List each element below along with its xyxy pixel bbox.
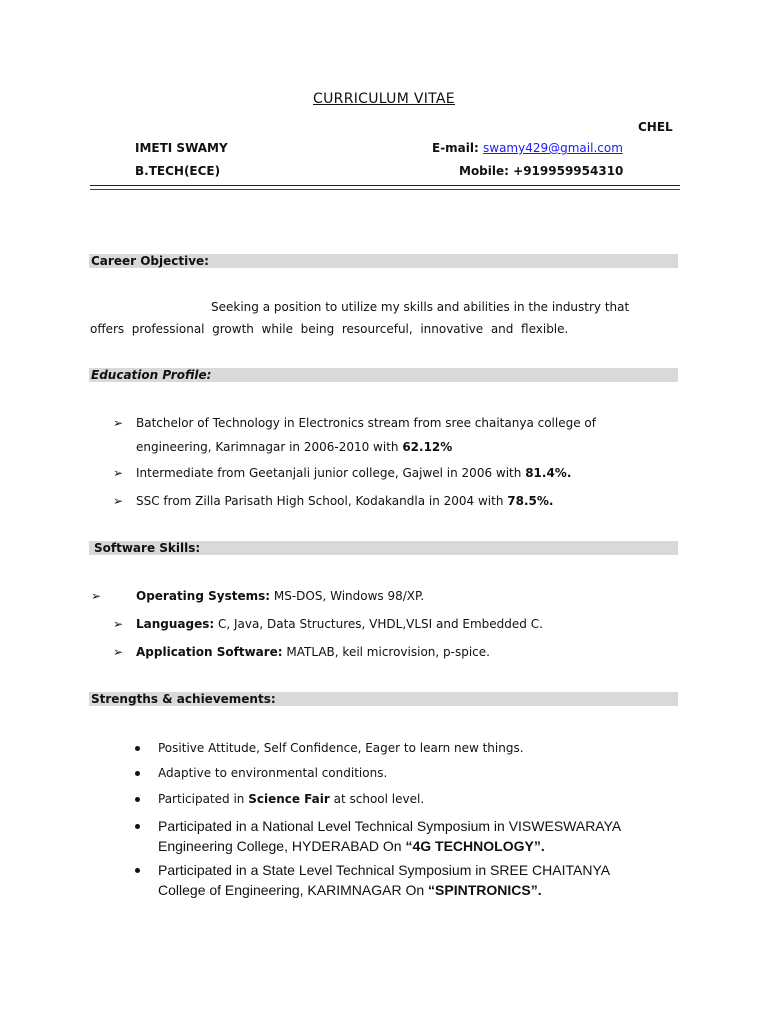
arrow-bullet-icon: ➢ <box>113 466 124 480</box>
section-heading: Software Skills: <box>94 541 201 555</box>
arrow-bullet-icon: ➢ <box>113 645 124 659</box>
education-score: 81.4%. <box>525 466 572 480</box>
mobile-row <box>459 164 623 178</box>
strength-item-line2: College of Engineering, KARIMNAGAR On “SPINTRONICS”. <box>158 882 542 898</box>
email-row <box>432 141 623 155</box>
strength-item-line2: Engineering College, HYDERABAD On “4G TECHNOLOGY”. <box>158 838 545 854</box>
arrow-bullet-icon: ➢ <box>113 416 124 430</box>
header-rule-secondary <box>90 189 680 190</box>
section-heading: Education Profile: <box>91 368 212 382</box>
bullet-icon <box>135 771 140 776</box>
arrow-bullet-icon: ➢ <box>91 589 102 603</box>
bullet-icon <box>135 824 140 829</box>
email-link[interactable]: swamy429@gmail.com <box>483 141 623 155</box>
section-career-objective <box>89 254 678 268</box>
strength-item: Participated in Science Fair at school level. <box>158 792 425 806</box>
education-item-line1: Batchelor of Technology in Electronics stream from sree chaitanya college of <box>136 416 596 430</box>
corner-text: CHEL <box>638 120 673 134</box>
bullet-icon <box>135 746 140 751</box>
header-rule <box>90 185 680 186</box>
bullet-icon <box>135 868 140 873</box>
section-education-profile <box>89 368 678 382</box>
section-software-skills <box>89 541 678 555</box>
skill-item-application-software: Application Software: MATLAB, keil microvision, p-spice. <box>136 645 490 659</box>
strength-item: Adaptive to environmental conditions. <box>158 766 388 780</box>
career-text-line2: offers professional growth while being resourceful, innovative and flexible. <box>90 322 569 336</box>
strength-item: Positive Attitude, Self Confidence, Eager to learn new things. <box>158 741 524 755</box>
skill-item-languages: Languages: C, Java, Data Structures, VHDL,VLSI and Embedded C. <box>136 617 543 631</box>
candidate-name: IMETI SWAMY <box>135 141 228 155</box>
strength-item-line1: Participated in a State Level Technical Symposium in SREE CHAITANYA <box>158 862 611 878</box>
education-score: 62.12% <box>402 440 453 454</box>
section-heading: Strengths & achievements: <box>91 692 276 706</box>
skill-item-os: Operating Systems: MS-DOS, Windows 98/XP. <box>136 589 425 603</box>
strength-item-line1: Participated in a National Level Technical Symposium in VISWESWARAYA <box>158 818 622 834</box>
mobile-number: +919959954310 <box>513 164 624 178</box>
page-title: CURRICULUM VITAE <box>313 91 455 107</box>
education-item: SSC from Zilla Parisath High School, Kodakandla in 2004 with 78.5%. <box>136 494 554 508</box>
mobile-label: Mobile: <box>459 164 509 178</box>
education-score: 78.5%. <box>507 494 554 508</box>
arrow-bullet-icon: ➢ <box>113 617 124 631</box>
candidate-degree: B.TECH(ECE) <box>135 164 221 178</box>
section-heading: Career Objective: <box>91 254 209 268</box>
education-item: Intermediate from Geetanjali junior college, Gajwel in 2006 with 81.4%. <box>136 466 572 480</box>
arrow-bullet-icon: ➢ <box>113 494 124 508</box>
email-label: E-mail: <box>432 141 479 155</box>
career-text-line1: Seeking a position to utilize my skills and abilities in the industry that <box>211 300 630 314</box>
section-strengths-achievements <box>89 692 678 706</box>
education-item-line2: engineering, Karimnagar in 2006-2010 with 62.12% <box>136 440 453 454</box>
bullet-icon <box>135 797 140 802</box>
